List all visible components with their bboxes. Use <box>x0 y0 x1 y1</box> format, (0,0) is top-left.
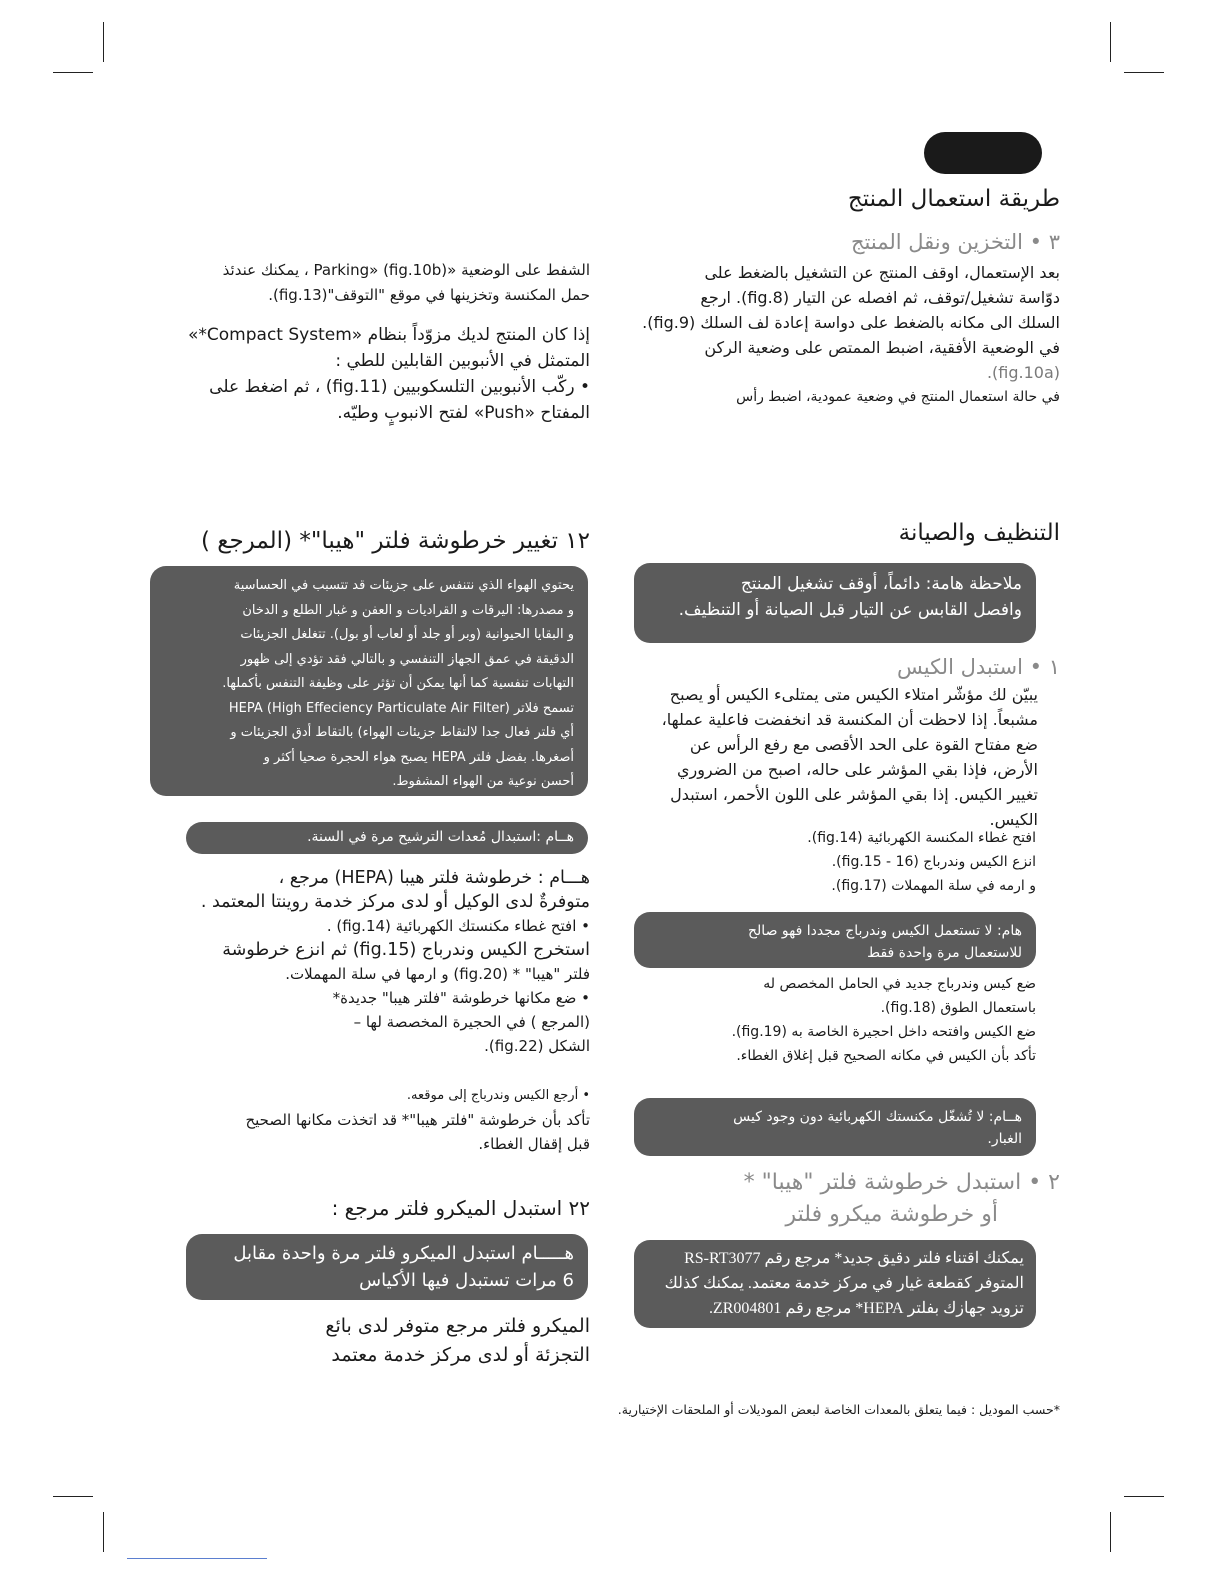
text-line: استخرج الكيس وندرباج (fig.15) ثم انزع خرطوشة <box>222 940 590 960</box>
crop-mark <box>1124 1496 1164 1497</box>
compact-system-text <box>150 322 590 426</box>
language-tab <box>924 132 1042 174</box>
cleaning-section-title: التنظيف والصيانة <box>898 520 1060 546</box>
bottom-color-strip <box>127 1558 267 1559</box>
text-line: الميكرو فلتر مرجع متوفر لدى بائع <box>325 1315 590 1337</box>
text-line: الشفط على الوضعية «Parking» (fig.10b) ، يمكنك عندئذ <box>222 261 590 279</box>
text-line: (fig.10a). <box>986 363 1060 382</box>
crop-mark <box>103 22 104 62</box>
hepa-section-subtitle: أو خرطوشة ميكرو فلتر <box>785 1202 998 1227</box>
text-line: ضع كيس وندرباج جديد في الحامل المخصص له <box>763 976 1036 992</box>
footnote: *حسب الموديل : فيما يتعلق بالمعدات الخاصة لبعض الموديلات أو الملحقات الإختيارية. <box>617 1402 1060 1417</box>
text-line: • ركّب الأنبوبين التلسكوبيين (fig.11) ، ثم اضغط على <box>209 377 590 397</box>
hepa-replace-text <box>150 866 590 1058</box>
crop-mark <box>53 72 93 73</box>
bag-section-title: ١ • استبدل الكيس <box>896 655 1060 679</box>
micro-filter-title: ٢٢ استبدل الميكرو فلتر مرجع : <box>331 1196 590 1220</box>
text-line: يبيّن لك مؤشّر امتلاء الكيس متى يمتلىء الكيس أو يصبح <box>669 685 1038 704</box>
allergy-info-text: يحتوي الهواء الذي نتنفس على جزيئات قد تتسبب في الحساسية و مصدرها: اليرقات و القراديات و العفن و غبار الطلع و الدخان و البقايا الحيوانية (وبر أو جلد أو لعاب أو بول). تتغلغل الجزيئات الدقيقة في عمق الجهاز التنفسي و بالتالي فقد تؤدي إلى ظهور التهابات تنفسية كما أنها يمكن أن تؤثر على وظيفة التنفس بأكملها. تسمح فلاتر HEPA (High Effeciency Particulate Air Filter) أي فلتر فعال جدا لالتقاط جزيئات الهواء) بالتقاط أدق الجزيئات و أصغرها. بفضل فلتر HEPA يصبح هواء الحجرة صحيا أكثر و أحسن نوعية من الهواء المشفوط. <box>222 578 574 789</box>
text-line: إذا كان المنتج لديك مزوّداً بنظام «Compact System*» <box>188 325 590 345</box>
text-line: الأرض، فإذا بقي المؤشر على حاله، اصبح من الضروري <box>676 760 1038 779</box>
bag-steps-2 <box>628 972 1036 1068</box>
hepa-info-text: يمكنك اقتناء فلتر دقيق جديد* مرجع رقم RS-RT3077 المتوفر كقطعة غيار في مركز خدمة معتمد. يمكنك كذلك تزويد جهازك بفلتر HEPA* مرجع رقم ZR004801. <box>664 1250 1024 1317</box>
text-line: متوفرةٌ لدى الوكيل أو لدى مركز خدمة روينتا المعتمد . <box>200 892 590 912</box>
yearly-replace-text: هــام :استبدال مُعدات الترشيح مرة في السنة. <box>307 829 574 845</box>
bag-note-box <box>634 912 1036 968</box>
text-line: فلتر "هيبا" * (fig.20) و ارمها في سلة المهملات. <box>285 965 590 983</box>
hepa-info-box <box>634 1240 1036 1328</box>
text-line: بعد الإستعمال، اوقف المنتج عن التشغيل بالضغط على <box>704 263 1060 282</box>
crop-mark <box>1124 72 1164 73</box>
text-line: • افتح غطاء مكنستك الكهربائية (fig.14) . <box>326 917 590 935</box>
text-line: حمل المكنسة وتخزينها في موقع "التوقف"(fig.13). <box>268 286 590 304</box>
filter-section-title: ١٢ تغيير خرطوشة فلتر "هيبا"* (المرجع ) <box>200 528 590 554</box>
warning-text: ملاحظة هامة: دائماً، أوقف تشغيل المنتج وافصل القابس عن التيار قبل الصيانة أو التنظيف. <box>678 574 1022 620</box>
text-line: ضع الكيس وافتحه داخل احجيرة الخاصة به (fig.19). <box>731 1024 1036 1040</box>
text-line: مشبعاً. إذا لاحظت أن المكنسة قد انخفضت فاعلية عملها، <box>661 710 1038 729</box>
text-line: التجزئة أو لدى مركز خدمة معتمد <box>331 1344 590 1366</box>
text-line: قبل إقفال الغطاء. <box>478 1135 590 1153</box>
text-line: المفتاح «Push» لفتح الانبوبٍ وطيّه. <box>337 403 590 423</box>
text-line: • ضع مكانها خرطوشة "فلتر هيبا" جديدة* <box>332 989 590 1007</box>
hepa-section-title: ٢ • استبدل خرطوشة فلتر "هيبا" * <box>743 1170 1060 1195</box>
text-line: تغيير الكيس. إذا بقي المؤشر على اللون الأحمر، استبدل <box>670 785 1038 804</box>
yearly-replace-box <box>186 822 588 854</box>
text-line: الشكل (fig.22). <box>484 1037 590 1055</box>
crop-mark <box>53 1496 93 1497</box>
text-line: الكيس. <box>989 810 1038 829</box>
text-line: انزع الكيس وندرباج (fig.15 - 16). <box>831 854 1036 870</box>
text-line: و ارمه في سلة المهملات (fig.17). <box>831 878 1036 894</box>
text-line: افتح غطاء المكنسة الكهربائية (fig.14). <box>807 830 1036 846</box>
crop-mark <box>1110 1512 1111 1552</box>
storage-section-title: ٣ • التخزين ونقل المنتج <box>850 230 1060 254</box>
crop-mark <box>103 1512 104 1552</box>
no-bag-warning-box <box>634 1098 1036 1156</box>
micro-filter-box <box>186 1234 588 1300</box>
text-line: هـــام : خرطوشة فلتر هيبا (HEPA) مرجع ، <box>278 868 590 888</box>
crop-mark <box>1110 22 1111 62</box>
micro-filter-text <box>150 1312 590 1370</box>
micro-filter-box-text: هـــــام استبدل الميكرو فلتر مرة واحدة مقابل 6 مرات تستبدل فيها الأكياس <box>233 1243 574 1291</box>
bag-steps <box>628 826 1036 898</box>
storage-text <box>628 260 1060 410</box>
bag-text <box>628 682 1038 832</box>
text-line: المتمثل في الأنبوبين القابلين للطي : <box>335 351 590 371</box>
warning-box <box>634 563 1036 643</box>
text-line: تأكد بأن الكيس في مكانه الصحيح قبل إغلاق الغطاء. <box>736 1048 1036 1064</box>
text-line: ضع مفتاح القوة على الحد الأقصى مع رفع الرأس عن <box>689 735 1038 754</box>
text-line: في الوضعية الأفقية، اضبط الممتص على وضعية الركن <box>704 338 1060 357</box>
page-title: طريقة استعمال المنتج <box>847 186 1060 212</box>
text-line: السلك الى مكانه بالضغط على دواسة إعادة لف السلك (fig.9). <box>642 313 1060 332</box>
bag-note-text: هام: لا تستعمل الكيس وندرباج مجددا فهو صالح للاستعمال مرة واحدة فقط <box>748 923 1022 961</box>
text-line: باستعمال الطوق (fig.18). <box>880 1000 1036 1016</box>
reinsert-text <box>150 1084 590 1156</box>
parking-text <box>150 258 590 308</box>
text-line: (المرجع ) في الحجيرة المخصصة لها – <box>353 1013 590 1031</box>
text-line: • أرجع الكيس وندرباج إلى موقعه. <box>406 1088 590 1103</box>
allergy-info-box <box>150 566 588 796</box>
text-line: تأكد بأن خرطوشة "فلتر هيبا"* قد اتخذت مكانها الصحيح <box>245 1111 590 1129</box>
text-line: دوّاسة تشغيل/توقف، ثم افصله عن التيار (fig.8). ارجع <box>700 288 1060 307</box>
no-bag-warning-text: هــام: لا تُشغّل مكنستك الكهربائية دون وجود كيس الغبار. <box>733 1109 1022 1147</box>
text-line: في حالة استعمال المنتج في وضعية عمودية، اضبط رأس <box>736 389 1060 405</box>
